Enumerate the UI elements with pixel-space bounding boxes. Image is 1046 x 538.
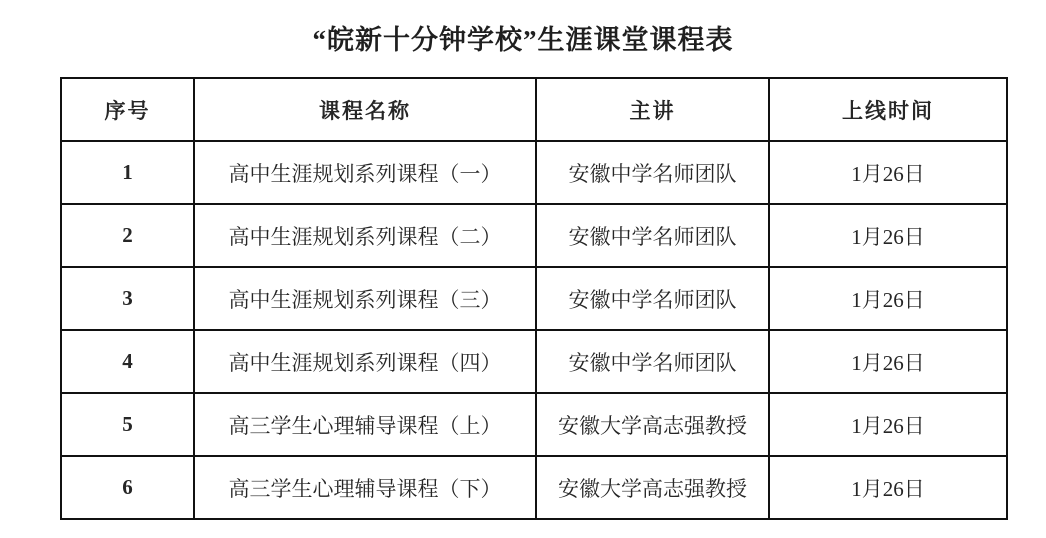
cell-course-name: 高中生涯规划系列课程（二） [194,204,536,267]
table-row [61,141,1007,204]
cell-number: 4 [61,330,194,393]
cell-course-name: 高三学生心理辅导课程（下） [194,456,536,519]
cell-online-time: 1月26日 [769,456,1007,519]
table-row [61,456,1007,519]
cell-lecturer: 安徽中学名师团队 [536,267,769,330]
cell-lecturer: 安徽中学名师团队 [536,330,769,393]
cell-online-time: 1月26日 [769,204,1007,267]
cell-number: 6 [61,456,194,519]
cell-course-name: 高中生涯规划系列课程（三） [194,267,536,330]
table-row [61,393,1007,456]
column-header-lecturer: 主讲 [536,78,769,141]
cell-lecturer: 安徽中学名师团队 [536,204,769,267]
cell-course-name: 高中生涯规划系列课程（四） [194,330,536,393]
cell-number: 2 [61,204,194,267]
cell-course-name: 高中生涯规划系列课程（一） [194,141,536,204]
cell-online-time: 1月26日 [769,330,1007,393]
column-header-number: 序号 [61,78,194,141]
table-row [61,267,1007,330]
page-title: “皖新十分钟学校”生涯课堂课程表 [312,25,734,55]
cell-lecturer: 安徽大学高志强教授 [536,393,769,456]
cell-number: 1 [61,141,194,204]
cell-online-time: 1月26日 [769,267,1007,330]
cell-lecturer: 安徽大学高志强教授 [536,456,769,519]
cell-online-time: 1月26日 [769,141,1007,204]
column-header-time: 上线时间 [769,78,1007,141]
cell-lecturer: 安徽中学名师团队 [536,141,769,204]
cell-course-name: 高三学生心理辅导课程（上） [194,393,536,456]
cell-number: 3 [61,267,194,330]
cell-online-time: 1月26日 [769,393,1007,456]
column-header-course: 课程名称 [194,78,536,141]
cell-number: 5 [61,393,194,456]
table-row [61,330,1007,393]
course-schedule-table [60,77,1008,520]
table-row [61,204,1007,267]
table-header-row [61,78,1007,141]
